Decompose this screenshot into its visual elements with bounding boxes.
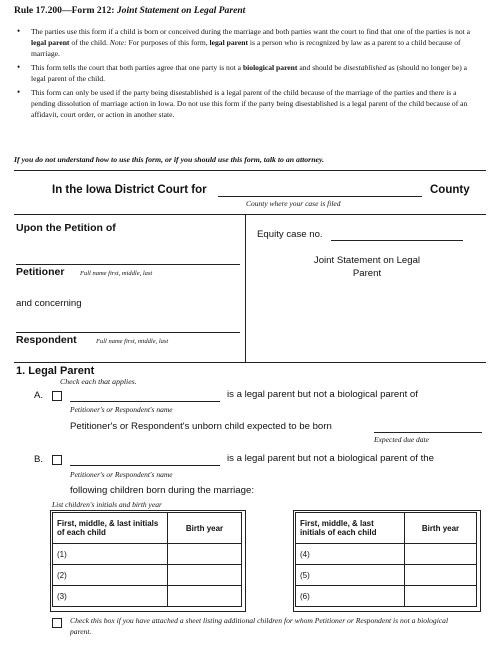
petitioner-hint: Full name first, middle, last xyxy=(80,270,153,277)
child-initials-cell[interactable]: (6) xyxy=(296,586,405,607)
petition-label: Upon the Petition of xyxy=(16,222,116,234)
term-italic: disestablished xyxy=(343,63,387,72)
text: This form tells the court that both parties agree that one party is not a xyxy=(31,63,243,72)
table-row xyxy=(53,544,242,565)
option-b-checkbox[interactable] xyxy=(52,455,62,465)
option-b-following: following children born during the marriage: xyxy=(70,485,254,496)
due-date-hint: Expected due date xyxy=(374,435,429,444)
caption-divider xyxy=(245,214,246,362)
text: This form can only be used if the party being disestablished is a legal parent of the child because of the marriage of the parties and there is a pending dissolution of marriage action in Iowa. Do not use this form if the party being disestablished is a legal parent of the child because of an affidavit, court order, or action in another state. xyxy=(31,88,468,119)
attorney-warning: If you do not understand how to use this form, or if you should use this form, talk to an attorney. xyxy=(14,155,325,164)
respondent-name-field[interactable] xyxy=(16,332,240,333)
instruction-item xyxy=(14,26,480,59)
county-label: County xyxy=(430,184,470,196)
option-a-name-hint: Petitioner's or Respondent's name xyxy=(70,405,173,414)
child-initials-cell[interactable]: (4) xyxy=(296,544,405,565)
term: legal parent xyxy=(209,38,248,47)
birth-year-cell[interactable] xyxy=(405,586,477,607)
birth-year-header: Birth year xyxy=(405,513,477,544)
document-title xyxy=(258,254,476,280)
initials-header: First, middle, & last initials of each child xyxy=(296,513,405,544)
term: legal parent xyxy=(31,38,70,47)
birth-year-cell[interactable] xyxy=(168,565,242,586)
text: is a person who is recognized by law as a parent to a child because of marriage. xyxy=(31,38,461,58)
county-hint: County where your case is filed xyxy=(246,199,341,208)
option-a-name-field[interactable] xyxy=(70,401,220,402)
text: and should be xyxy=(297,63,344,72)
divider xyxy=(14,170,486,171)
child-initials-cell[interactable]: (5) xyxy=(296,565,405,586)
table-row xyxy=(296,565,477,586)
instruction-item xyxy=(14,62,480,84)
option-a-text: is a legal parent but not a biological parent of xyxy=(227,389,418,400)
instructions-list xyxy=(14,26,480,123)
caption-bottom-border xyxy=(14,362,486,363)
option-b-text: is a legal parent but not a biological parent of the xyxy=(227,453,434,464)
text: of the child. xyxy=(69,38,110,47)
table-row xyxy=(296,586,477,607)
option-b-letter: B. xyxy=(34,454,44,465)
option-b-name-hint: Petitioner's or Respondent's name xyxy=(70,470,173,479)
children-table-left xyxy=(52,512,242,607)
child-initials-cell[interactable]: (3) xyxy=(53,586,168,607)
concerning-label: and concerning xyxy=(16,298,82,309)
table-row xyxy=(53,586,242,607)
child-initials-cell[interactable]: (1) xyxy=(53,544,168,565)
option-a-checkbox[interactable] xyxy=(52,391,62,401)
attachment-note: Check this box if you have attached a sheet listing additional children for whom Petitioner or Respondent is not a biological parent. xyxy=(70,616,449,636)
note-label: Note: xyxy=(109,38,127,47)
birth-year-header: Birth year xyxy=(168,513,242,544)
petitioner-name-field[interactable] xyxy=(16,264,240,265)
text: The parties use this form if a child is born or conceived during the marriage and both parties want the court to find that one of the parties is not a xyxy=(31,27,471,36)
respondent-hint: Full name first, middle, last xyxy=(96,338,169,345)
section-instruction: Check each that applies. xyxy=(60,377,137,386)
section-heading: 1. Legal Parent xyxy=(16,365,95,377)
option-a-unborn-text: Petitioner's or Respondent's unborn child expected to be born xyxy=(70,421,332,432)
document-title-line: Joint Statement on Legal xyxy=(313,255,421,266)
term: biological parent xyxy=(242,63,298,72)
child-initials-cell[interactable]: (2) xyxy=(53,565,168,586)
text: as (should no longer be) a legal parent of the child. xyxy=(31,63,468,83)
form-name: Joint Statement on Legal Parent xyxy=(116,5,246,16)
rule-number: Rule 17.200—Form 212: xyxy=(14,5,115,16)
initials-header: First, middle, & last initials of each child xyxy=(53,513,168,544)
petitioner-label: Petitioner xyxy=(16,266,65,278)
document-title-line: Parent xyxy=(352,268,382,279)
birth-year-cell[interactable] xyxy=(168,586,242,607)
birth-year-cell[interactable] xyxy=(168,544,242,565)
respondent-label: Respondent xyxy=(16,334,77,346)
equity-label: Equity case no. xyxy=(257,229,323,240)
attachment-checkbox[interactable] xyxy=(52,618,62,628)
court-prefix: In the Iowa District Court for xyxy=(52,184,207,196)
option-a-letter: A. xyxy=(34,390,44,401)
text: For purposes of this form, xyxy=(126,38,210,47)
form-title xyxy=(14,5,245,16)
county-field[interactable] xyxy=(218,196,422,197)
children-table-right xyxy=(295,512,477,607)
caption-top-border xyxy=(14,214,486,215)
children-list-hint: List children's initials and birth year xyxy=(52,500,162,509)
birth-year-cell[interactable] xyxy=(405,544,477,565)
table-row xyxy=(296,544,477,565)
option-b-name-field[interactable] xyxy=(70,465,220,466)
equity-case-field[interactable] xyxy=(331,240,463,241)
birth-year-cell[interactable] xyxy=(405,565,477,586)
table-row xyxy=(53,565,242,586)
due-date-field[interactable] xyxy=(374,432,482,433)
instruction-item xyxy=(14,87,480,120)
